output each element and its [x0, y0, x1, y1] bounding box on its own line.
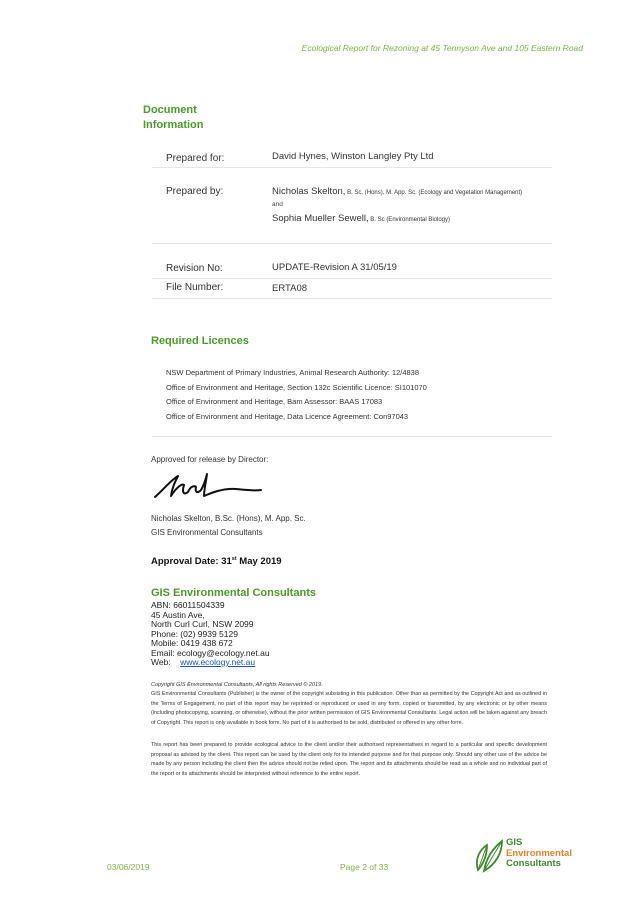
approval-date: Approval Date: 31st May 2019	[151, 556, 282, 568]
disclaimer-paragraph: This report has been prepared to provide ecological advice to the client and/or their authorised representatives in regard to a particular and specific development proposal as advised by the client. This report can be used by the client only for its intended purpose and for that purpose only. Should any other use of the advice be made by any person including the client then the advice should not be relied upon. The report and its attachments should be read as a whole and no individual part of the report or its attachments should be interpreted without reference to the entire report.	[151, 742, 547, 777]
revision-label: Revision No:	[166, 263, 223, 274]
copyright-paragraph: GIS Environmental Consultants (Publisher) is the owner of the copyright subsisting in this publication. Other than as permitted by the Copyright Act and as outlined in the Terms of Engagement, no part of this report may be reprinted or reproduced or used in any form, copied or transmitted, by any electronic or by other means (including photocopying, scanning, or otherwise), without the prior written permission of GIS Environmental Consultants. Legal action will be taken against any breach of Copyright. This report is only available in book form. No part of it is authorised to be sold, distributed or offered in any other form.	[151, 691, 547, 726]
gis-leaf-logo-icon	[472, 837, 506, 878]
divider	[152, 243, 552, 244]
approver-block	[151, 512, 306, 540]
divider	[152, 167, 552, 168]
and-text: and	[272, 201, 283, 208]
divider	[152, 278, 552, 279]
licence-item: Office of Environment and Heritage, Bam Assessor: BAAS 17083	[166, 397, 383, 406]
document-info-title: Document Information	[143, 104, 204, 131]
approver-name: Nicholas Skelton, B.Sc. (Hons), M. App. Sc.	[151, 514, 306, 523]
prepared-by-label: Prepared by:	[166, 186, 224, 197]
company-name: GIS Environmental Consultants	[151, 587, 317, 599]
divider	[152, 436, 552, 437]
approver-company: GIS Environmental Consultants	[151, 528, 263, 537]
licence-item: NSW Department of Primary Industries, Animal Research Authority: 12/4838	[166, 368, 420, 377]
author-2: Sophia Mueller Sewell, B. Sc (Environmental Biology)	[272, 213, 451, 224]
page-number: Page 2 of 33	[340, 862, 389, 872]
company-contact: ABN: 66011504339 45 Austin Ave, North Curl Curl, NSW 2099 Phone: (02) 9939 5129 Mobile: 0419 438 672 Email: ecology@ecology.net.au Web: www.ecology.net.au	[151, 600, 270, 667]
prepared-for-value: David Hynes, Winston Langley Pty Ltd	[272, 151, 434, 162]
prepared-for-label: Prepared for:	[166, 153, 225, 164]
copyright-heading: Copyright GIS Environmental Consultants, All rights Reserved © 2019.	[151, 682, 323, 688]
file-number-value: ERTA08	[272, 283, 308, 294]
licence-item: Office of Environment and Heritage, Section 132c Scientific Licence: SI101070	[166, 382, 427, 392]
revision-value: UPDATE-Revision A 31/05/19	[272, 262, 397, 273]
licence-item: Office of Environment and Heritage, Data Licence Agreement: Con97043	[166, 411, 409, 421]
approved-text: Approved for release by Director:	[151, 455, 269, 464]
author-1: Nicholas Skelton, B. Sc. (Hons), M. App. Sc. (Ecology and Vegetation Management)	[272, 186, 523, 197]
licences-list	[166, 366, 427, 424]
signature-icon	[151, 470, 266, 511]
website-link[interactable]: www.ecology.net.au	[180, 657, 256, 667]
divider	[152, 298, 552, 299]
running-header: Ecological Report for Rezoning at 45 Tennyson Ave and 105 Eastern Road	[301, 43, 583, 53]
footer-date: 03/06/2019	[107, 862, 150, 872]
logo-text: GIS Environmental Consultants	[506, 837, 572, 869]
file-number-label: File Number:	[166, 282, 224, 293]
licences-title: Required Licences	[151, 335, 249, 347]
